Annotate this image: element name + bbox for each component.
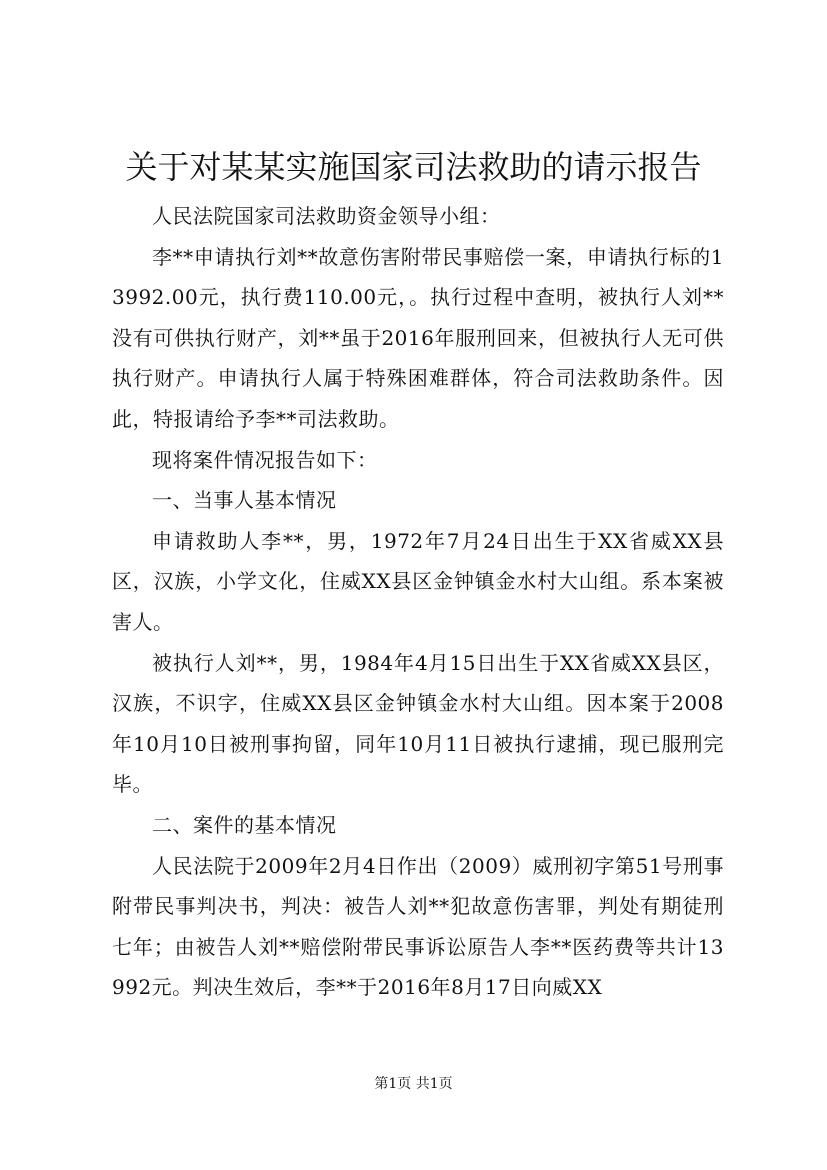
document-body [112,196,724,1008]
paragraph-salutation: 人民法院国家司法救助资金领导小组： [152,204,501,228]
paragraph-applicant-info: 申请救助人李**，男，1972年7月24日出生于XX省威XX县区，汉族，小学文化，住威XX县区金钟镇金水村大山组。系本案被害人。 [112,528,724,634]
paragraph-request-summary: 李**申请执行刘**故意伤害附带民事赔偿一案，申请执行标的13992.00元，执行费110.00元，。执行过程中查明，被执行人刘**没有可供执行财产，刘**虽于2016年服刑回来，但被执行人无可供执行财产。申请执行人属于特殊困难群体，符合司法救助条件。因此，特报请给予李**司法救助。 [112,244,724,431]
document-title: 关于对某某实施国家司法救助的请示报告 [125,148,702,186]
paragraph-report-intro: 现将案件情况报告如下： [152,447,378,472]
paragraph-case-details: 人民法院于2009年2月4日作出（2009）威刑初字第51号刑事附带民事判决书，判决：被告人刘**犯故意伤害罪，判处有期徒刑七年；由被告人刘**赔偿附带民事诉讼原告人李**医药费等共计13992元。判决生效后，李**于2016年8月17日向威XX [112,853,724,1000]
section-heading-parties: 一、当事人基本情况 [152,488,337,513]
page-number: 第1页 共1页 [374,1076,453,1092]
paragraph-respondent-info: 被执行人刘**，男，1984年4月15日出生于XX省威XX县区，汉族，不识字，住威XX县区金钟镇金水村大山组。因本案于2008年10月10日被刑事拘留，同年10月11日被执行逮捕，现已服刑完毕。 [112,650,724,797]
section-heading-case: 二、案件的基本情况 [152,812,337,837]
